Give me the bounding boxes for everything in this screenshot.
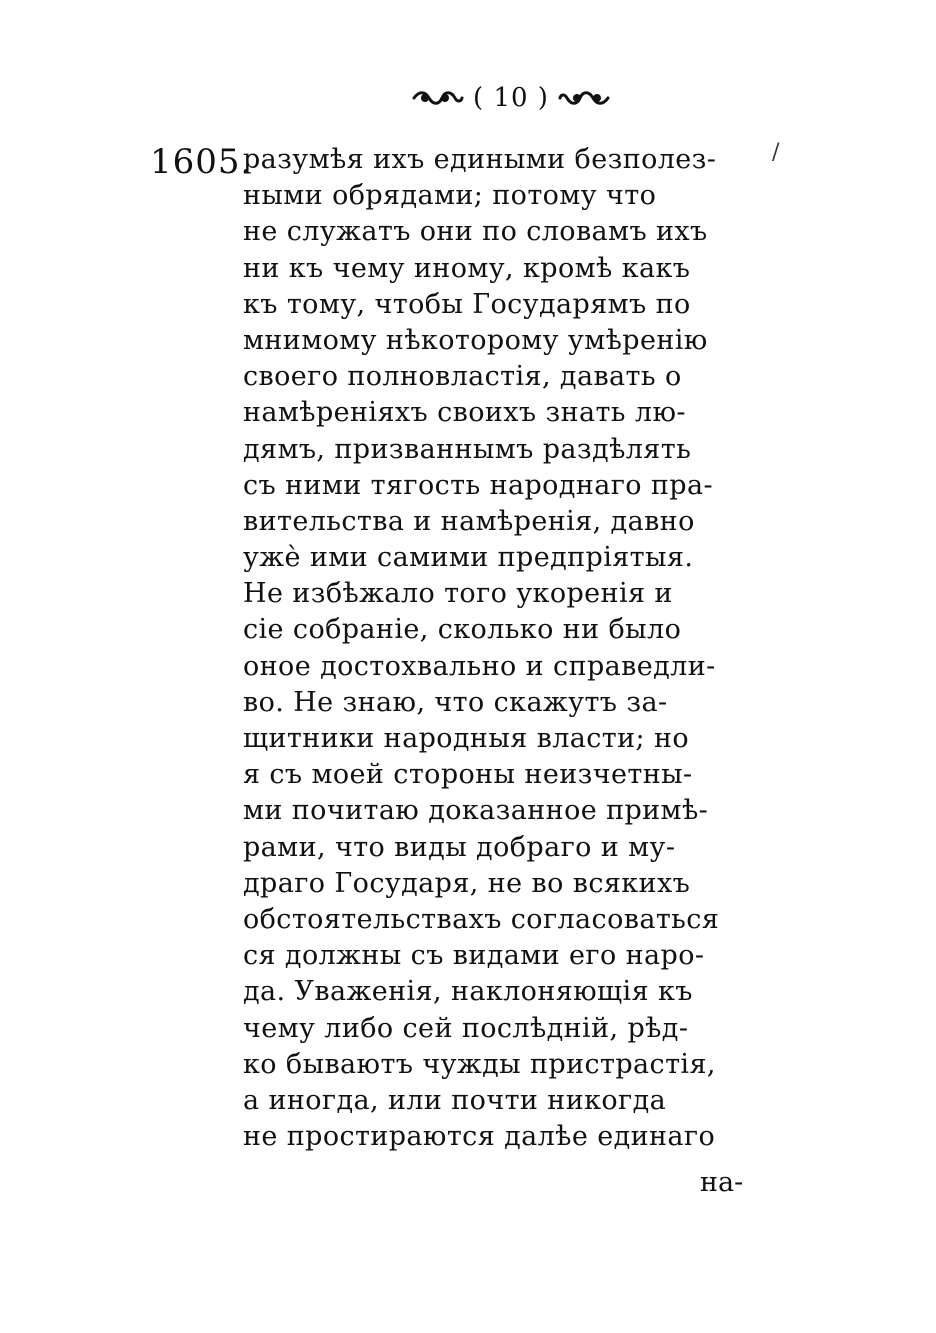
- text-line: ужѐ ими самими предпріятыя.: [243, 542, 694, 574]
- text-line: ми почитаю доказанное примѣ-: [243, 795, 709, 827]
- text-line: съ ними тягость народнаго пра-: [243, 469, 713, 501]
- text-line: дямъ, призваннымъ раздѣлять: [243, 433, 692, 465]
- text-line: оное достохвально и справедли-: [243, 650, 716, 682]
- text-line: вительства и намѣренія, давно: [243, 505, 695, 537]
- text-line: во. Не знаю, что скажутъ за-: [243, 686, 668, 718]
- text-line: ся должны съ видами его наро-: [243, 940, 705, 972]
- margin-year: 1605.: [150, 142, 253, 182]
- body-text: [243, 142, 763, 1155]
- text-line: не простираются далѣе единаго: [243, 1121, 716, 1153]
- text-line: обстоятельствахъ согласоваться: [243, 903, 720, 935]
- text-line: ко бываютъ чужды пристрастія,: [243, 1048, 716, 1080]
- text-line: а иногда, или почти никогда: [243, 1084, 667, 1116]
- text-line: щитники народныя власти; но: [243, 723, 690, 754]
- text-line: мнимому нѣкоторому умѣренію: [243, 324, 708, 356]
- ornament-right-icon: [557, 84, 611, 112]
- text-line: да. Уваженія, наклоняющія къ: [243, 976, 693, 1008]
- ornament-left-icon: [411, 84, 465, 112]
- page-number: ( 10 ): [473, 83, 549, 113]
- text-line: Не избѣжало того укоренія и: [243, 578, 673, 610]
- text-line: разумѣя ихъ едиными безполез-: [243, 144, 717, 175]
- text-line: чему либо сей послѣдній, рѣд-: [243, 1012, 689, 1044]
- text-line: драго Государя, не во всякихъ: [243, 867, 691, 899]
- text-line: ными обрядами; потому что: [243, 180, 657, 212]
- text-line: своего полновластія, давать о: [243, 361, 682, 393]
- text-line: сіе собраніе, сколько ни было: [243, 614, 682, 646]
- text-line: не служатъ они по словамъ ихъ: [243, 216, 708, 248]
- text-line: ни къ чему иному, кромѣ какъ: [243, 252, 691, 284]
- text-line: я съ моей стороны неизчетны-: [243, 759, 693, 791]
- text-line: рами, что виды добраго и му-: [243, 831, 676, 863]
- margin-mark: /: [772, 140, 780, 165]
- text-line: намѣреніяхъ своихъ знать лю-: [243, 397, 686, 429]
- text-line: къ тому, чтобы Государямъ по: [243, 288, 691, 320]
- page-header: [404, 78, 618, 118]
- catchword: на-: [700, 1167, 744, 1198]
